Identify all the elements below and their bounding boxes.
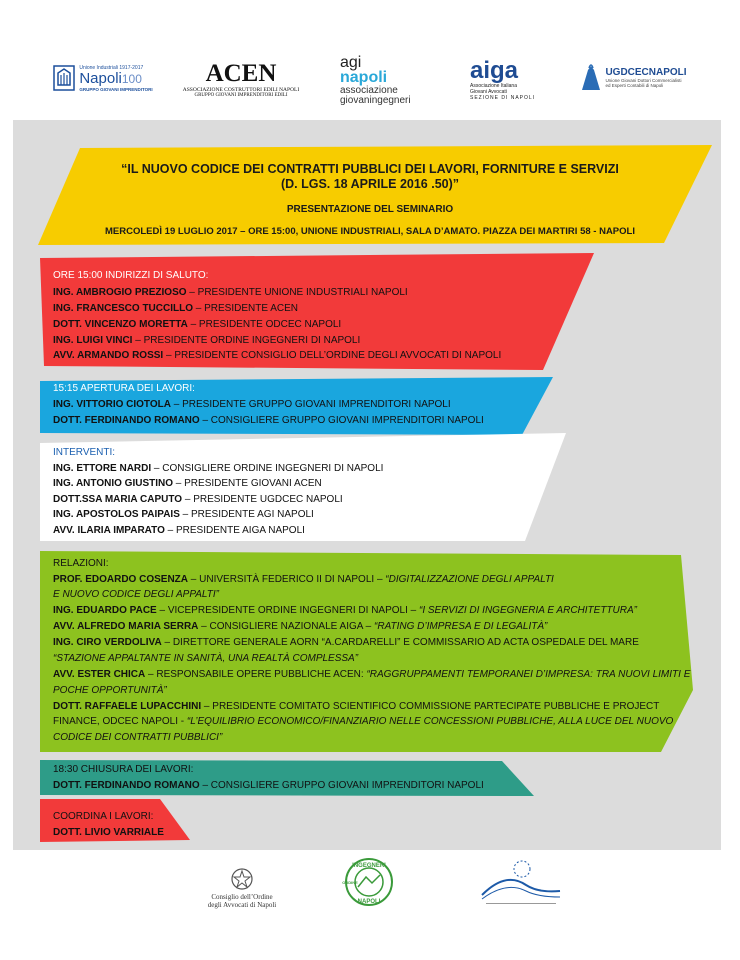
ordine-commercialisti-logo — [476, 857, 566, 907]
ingegneri-ring-top: INGEGNERI — [352, 863, 386, 869]
talk-topic: CODICE DEI CONTRATTI PUBBLICI” — [53, 732, 223, 743]
speaker-role: – PRESIDENTE CONSIGLIO DELL’ORDINE DEGLI AVVOCATI DI NAPOLI — [163, 350, 502, 361]
speaker-role: – PRESIDENTE GIOVANI ACEN — [173, 478, 322, 489]
speaker-name: ING. VITTORIO CIOTOLA — [53, 399, 171, 410]
aiga-logo-line1: Associazione Italiana — [470, 83, 517, 89]
avvocati-logo-line2: degli Avvocati di Napoli — [207, 901, 277, 909]
seminar-title-line2: (D. LGS. 18 APRILE 2016 .50)” — [280, 177, 460, 191]
agi-logo-line1: agi — [340, 53, 362, 71]
speaker-role: – PRESIDENTE ACEN — [193, 303, 299, 314]
aiga-logo-name: aiga — [470, 57, 519, 84]
ui-logo-line2-suffix: 100 — [121, 71, 142, 86]
acen-logo-line1: ASSOCIAZIONE COSTRUTTORI EDILI NAPOLI — [182, 86, 300, 93]
apertura-heading: 15:15 APERTURA DEI LAVORI: — [53, 383, 195, 394]
talk-topic: POCHE OPPORTUNITÀ” — [53, 685, 167, 696]
relazioni-row — [53, 603, 637, 618]
italian-republic-emblem-icon — [229, 865, 255, 893]
interventi-heading: INTERVENTI: — [53, 447, 116, 458]
speaker-role: – RESPONSABILE OPERE PUBBLICHE ACEN: — [145, 669, 367, 680]
speaker-name: AVV. ARMANDO ROSSI — [53, 350, 164, 361]
speaker-role: – PRESIDENTE COMITATO SCIENTIFICO COMMISSIONE PARTECIPATE PUBBLICHE E PROJECT — [201, 701, 660, 712]
ugdcec-logo-line2: ed Esperti Contabili di Napoli — [605, 82, 664, 88]
speaker-name: ING. AMBROGIO PREZIOSO — [53, 287, 187, 298]
speaker-role: – CONSIGLIERE NAZIONALE AIGA – — [198, 621, 375, 632]
coordina-row — [53, 825, 164, 840]
ui-logo-line2: Napoli — [79, 69, 122, 87]
seminar-subtitle: PRESENTAZIONE DEL SEMINARIO — [286, 204, 454, 215]
avvocati-napoli-logo — [192, 865, 292, 909]
talk-topic: “L’EQUILIBRIO ECONOMICO/FINANZIARIO NELLE CONCESSIONI PUBBLICHE, ALLA LUCE DEL NUOVO — [186, 716, 674, 727]
speaker-name: ING. FRANCESCO TUCCILLO — [53, 303, 193, 314]
relazioni-row — [53, 667, 690, 682]
talk-topic: “STAZIONE APPALTANTE IN SANITÀ, UNA REALTÀ COMPLESSA” — [53, 653, 359, 664]
speaker-role: – PRESIDENTE ODCEC NAPOLI — [187, 319, 342, 330]
saluti-row — [53, 285, 408, 300]
saluti-heading: ORE 15:00 INDIRIZZI DI SALUTO: — [53, 270, 209, 281]
speaker-name: DOTT. FERDINANDO ROMANO — [53, 415, 200, 426]
acen-logo-line2: GRUPPO GIOVANI IMPRENDITORI EDILI — [194, 92, 288, 98]
speaker-name: ING. ETTORE NARDI — [53, 463, 152, 474]
relazioni-row — [53, 699, 659, 714]
saluti-row — [53, 317, 341, 332]
apertura-row — [53, 413, 484, 428]
talk-topic: “RATING D’IMPRESA E DI LEGALITÀ” — [374, 621, 548, 632]
interventi-row — [53, 523, 305, 538]
talk-topic: E NUOVO CODICE DEGLI APPALTI” — [53, 589, 219, 600]
relazioni-row — [53, 683, 167, 698]
interventi-row — [53, 492, 343, 507]
speaker-name: AVV. ESTER CHICA — [53, 669, 146, 680]
speaker-role: – CONSIGLIERE GRUPPO GIOVANI IMPRENDITORI NAPOLI — [199, 780, 484, 791]
speaker-name: ING. CIRO VERDOLIVA — [53, 637, 162, 648]
chiusura-heading: 18:30 CHIUSURA DEI LAVORI: — [53, 764, 194, 775]
ui-logo-line3: GRUPPO GIOVANI IMPRENDITORI — [79, 86, 153, 92]
speaker-role: – VICEPRESIDENTE ORDINE INGEGNERI DI NAPOLI – — [156, 605, 419, 616]
speaker-role: – CONSIGLIERE GRUPPO GIOVANI IMPRENDITORI NAPOLI — [199, 415, 484, 426]
agi-logo-line2: napoli — [340, 68, 388, 86]
speaker-role: – UNIVERSITÀ FEDERICO II DI NAPOLI – — [188, 574, 386, 585]
speaker-name: DOTT.SSA MARIA CAPUTO — [53, 494, 183, 505]
ugdcec-logo-name: UGDCECNAPOLI — [605, 66, 687, 78]
talk-topic: “I SERVIZI DI INGEGNERIA E ARCHITETTURA” — [419, 605, 637, 616]
speaker-name: PROF. EDOARDO COSENZA — [53, 574, 189, 585]
acen-logo-name: ACEN — [205, 59, 277, 87]
speaker-name: DOTT. FERDINANDO ROMANO — [53, 780, 200, 791]
ingegneri-ring-left: ORDINE — [342, 880, 358, 885]
speaker-role: – PRESIDENTE GRUPPO GIOVANI IMPRENDITORI NAPOLI — [170, 399, 451, 410]
chiusura-row — [53, 778, 484, 793]
relazioni-row — [53, 730, 222, 745]
speaker-name: ING. APOSTOLOS PAIPAIS — [53, 509, 180, 520]
speaker-role: – DIRETTORE GENERALE AORN “A.CARDARELLI” E COMMISSARIO AD ACTA OSPEDALE DEL MARE — [161, 637, 639, 648]
ordine-ingegneri-logo — [344, 857, 394, 907]
ingegneri-ring-bottom: NAPOLI — [357, 899, 381, 905]
speaker-role: FINANCE, ODCEC NAPOLI - — [53, 716, 187, 727]
avvocati-logo-line1: Consiglio dell’Ordine — [211, 893, 273, 901]
speaker-role: – PRESIDENTE UGDCEC NAPOLI — [182, 494, 343, 505]
seminar-date-line: MERCOLEDÌ 19 LUGLIO 2017 – ORE 15:00, UNIONE INDUSTRIALI, SALA D’AMATO. PIAZZA DEI MARTIRI 58 - NAPOLI — [105, 226, 635, 237]
speaker-name: ING. LUIGI VINCI — [53, 335, 133, 346]
speaker-role: – PRESIDENTE ORDINE INGEGNERI DI NAPOLI — [132, 335, 361, 346]
saluti-row — [53, 301, 298, 316]
speaker-role: – CONSIGLIERE ORDINE INGEGNERI DI NAPOLI — [151, 463, 384, 474]
bottom-logos-bar — [0, 855, 740, 960]
coordina-heading: COORDINA I LAVORI: — [53, 811, 154, 822]
apertura-row — [53, 397, 451, 412]
agi-logo-line4: giovaningegneri — [340, 94, 411, 106]
speaker-name: ING. EDUARDO PACE — [53, 605, 157, 616]
speaker-name: AVV. ALFREDO MARIA SERRA — [53, 621, 199, 632]
ugdcec-logo-line1: Unione Giovani Dottori Commercialisti — [605, 77, 682, 83]
agi-logo-line3: associazione — [340, 84, 398, 96]
speaker-role: – PRESIDENTE AGI NAPOLI — [179, 509, 314, 520]
relazioni-row — [53, 587, 219, 602]
relazioni-row — [53, 714, 673, 729]
interventi-row — [53, 461, 383, 476]
relazioni-row — [53, 572, 554, 587]
speaker-role: – PRESIDENTE UNIONE INDUSTRIALI NAPOLI — [186, 287, 408, 298]
speaker-name: DOTT. LIVIO VARRIALE — [53, 827, 164, 838]
relazioni-row — [53, 635, 639, 650]
seminar-title-line1: “IL NUOVO CODICE DEI CONTRATTI PUBBLICI DEI LAVORI, FORNITURE E SERVIZI — [121, 162, 619, 176]
interventi-row — [53, 476, 322, 491]
talk-topic: “RAGGRUPPAMENTI TEMPORANEI D’IMPRESA: TRA NUOVI LIMITI E — [366, 669, 691, 680]
talk-topic: “DIGITALIZZAZIONE DEGLI APPALTI — [385, 574, 554, 585]
ui-logo-line1: Unione Industriali 1917-2017 — [79, 64, 144, 71]
aiga-logo-line3: SEZIONE DI NAPOLI — [470, 95, 536, 101]
speaker-name: ING. ANTONIO GIUSTINO — [53, 478, 174, 489]
saluti-row — [53, 333, 360, 348]
aiga-logo-line2: Giovani Avvocati — [470, 89, 507, 95]
relazioni-row — [53, 619, 547, 634]
speaker-name: DOTT. RAFFAELE LUPACCHINI — [53, 701, 202, 712]
speaker-name: AVV. ILARIA IMPARATO — [53, 525, 165, 536]
saluti-row — [53, 348, 501, 363]
relazioni-row — [53, 651, 358, 666]
speaker-name: DOTT. VINCENZO MORETTA — [53, 319, 188, 330]
relazioni-heading: RELAZIONI: — [53, 558, 109, 569]
interventi-row — [53, 507, 314, 522]
speaker-role: – PRESIDENTE AIGA NAPOLI — [164, 525, 305, 536]
